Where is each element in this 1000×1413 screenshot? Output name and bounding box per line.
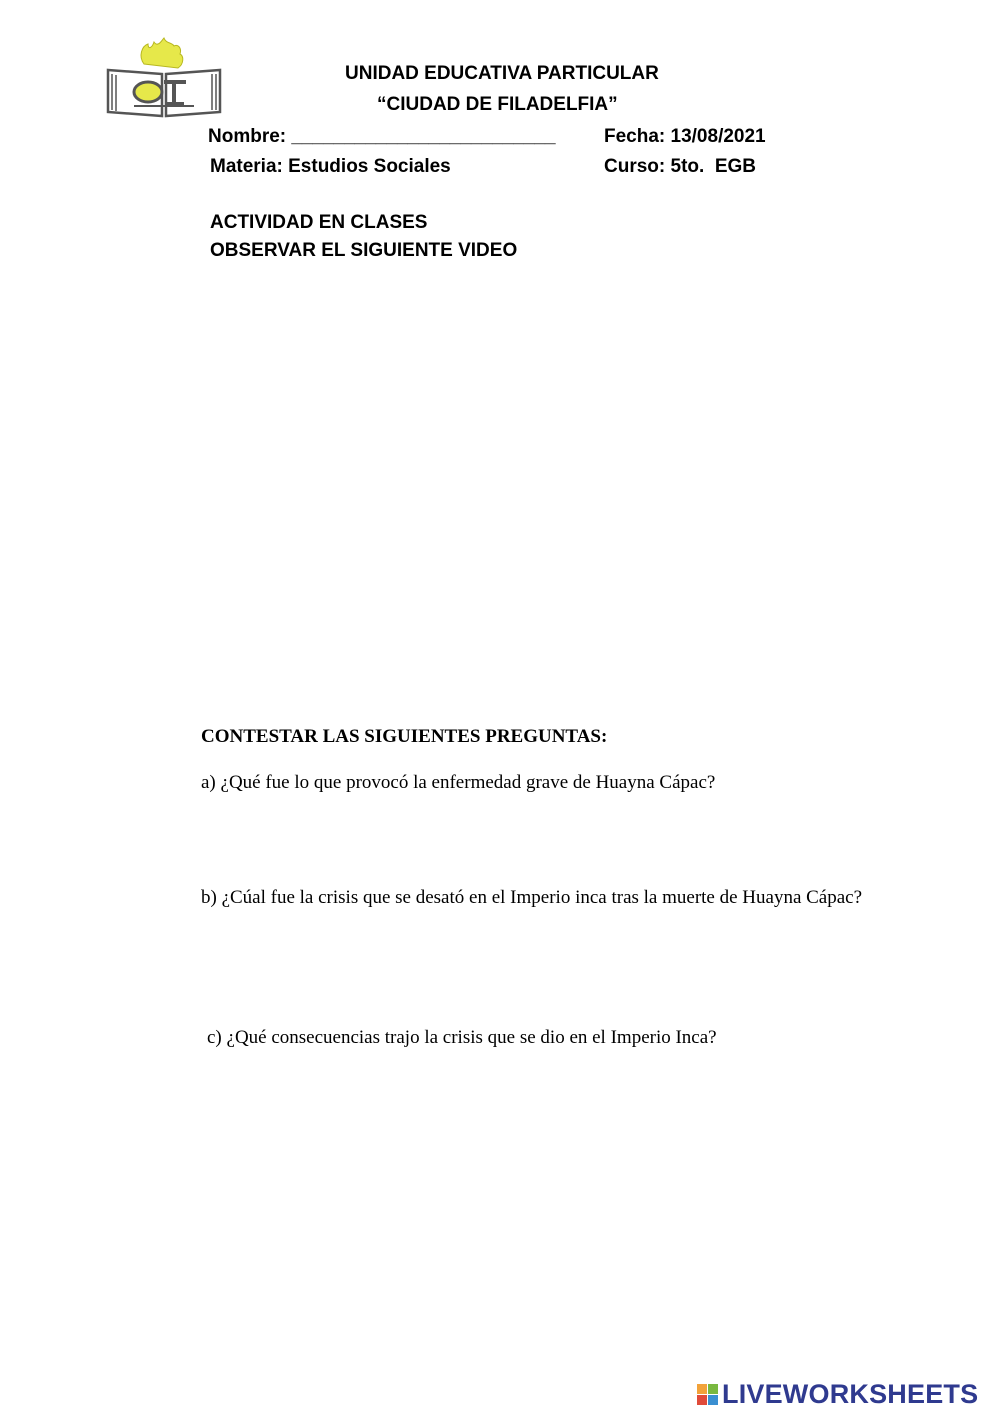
liveworksheets-watermark [697,1378,978,1410]
school-logo [104,34,224,120]
liveworksheets-logo-icon [697,1384,718,1405]
question-b: b) ¿Cúal fue la crisis que se desató en el Imperio inca tras la muerte de Huayna Cápac? [201,887,863,908]
lw-block-i [708,1384,718,1394]
logo-flame [141,38,183,68]
answer-c-area[interactable] [201,1055,901,1255]
activity-instruction: OBSERVAR EL SIGUIENTE VIDEO [210,240,518,261]
lw-block-e [708,1395,718,1405]
activity-title: ACTIVIDAD EN CLASES [210,212,428,233]
question-a: a) ¿Qué fue lo que provocó la enfermedad grave de Huayna Cápac? [201,772,716,793]
questions-heading: CONTESTAR LAS SIGUIENTES PREGUNTAS: [201,726,608,747]
subject-label: Materia: Estudios Sociales [210,156,451,177]
school-subtitle: “CIUDAD DE FILADELFIA” [377,94,618,115]
student-name-field[interactable]: Nombre: _________________________ [208,126,556,147]
lw-block-v [697,1395,707,1405]
course-label: Curso: 5to. EGB [604,156,757,177]
question-c: c) ¿Qué consecuencias trajo la crisis que se dio en el Imperio Inca? [207,1027,717,1048]
lw-block-l [697,1384,707,1394]
answer-b-area[interactable] [201,915,901,1015]
date-label: Fecha: 13/08/2021 [604,126,766,147]
school-name: UNIDAD EDUCATIVA PARTICULAR [345,63,659,84]
answer-a-area[interactable] [201,800,901,875]
liveworksheets-text: LIVEWORKSHEETS [722,1378,979,1409]
video-area[interactable] [200,275,800,695]
